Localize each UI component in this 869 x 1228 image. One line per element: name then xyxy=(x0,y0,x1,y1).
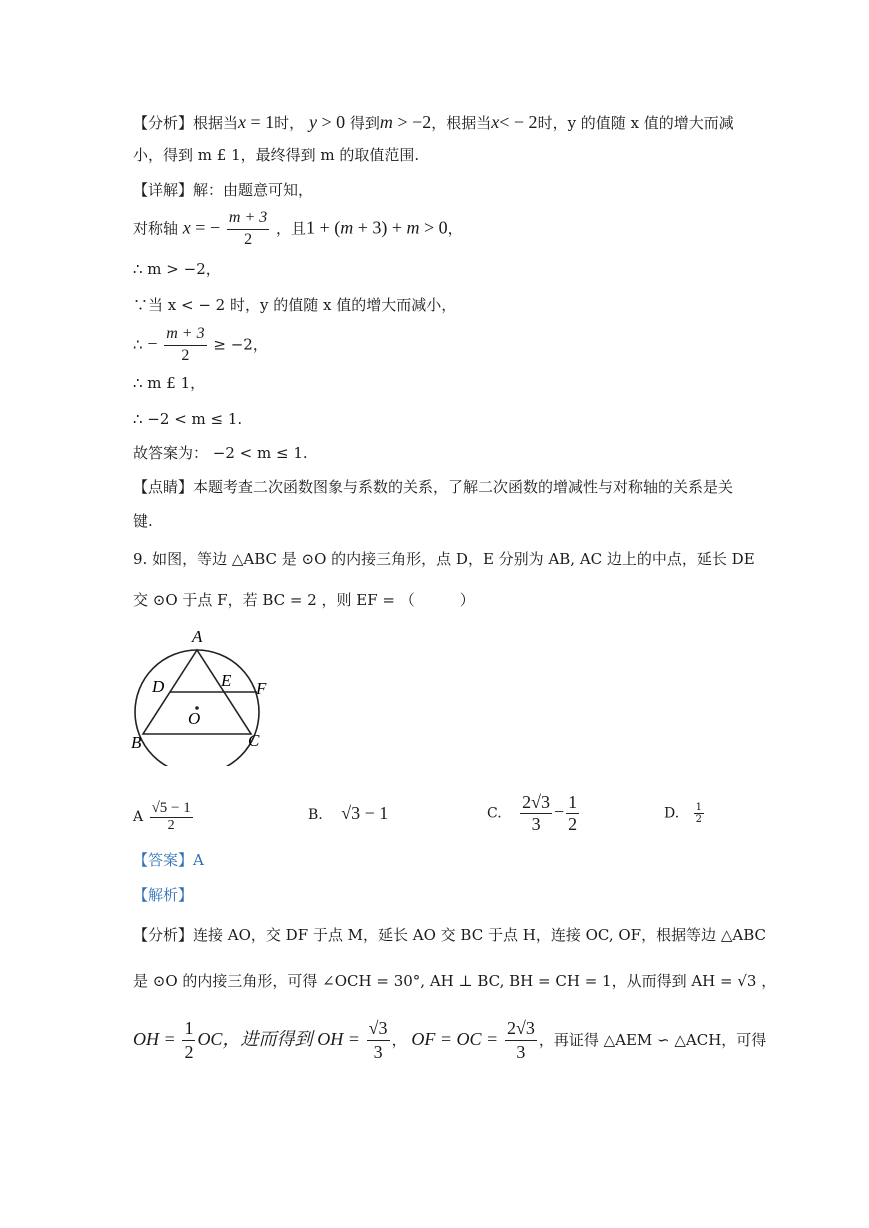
analysis2-line-1: 【分析】连接 AO，交 DF 于点 M，延长 AO 交 BC 于点 H，连接 OC, OF，根据等边 △ABC xyxy=(133,926,766,944)
analysis-line-1: 【分析】根据当x = 1时， y > 0 得到m > −2，根据当x< − 2时，y 的值随 x 值的增大而减 xyxy=(133,112,734,132)
label-e: E xyxy=(221,671,232,690)
analysis-heading: 【解析】 xyxy=(133,886,194,904)
label-f: F xyxy=(256,679,267,698)
detail-step-1: ∴ m > −2， xyxy=(133,260,221,278)
analysis-line-2: 小，得到 m £ 1，最终得到 m 的取值范围. xyxy=(133,146,420,164)
detail-heading: 【详解】解：由题意可知， xyxy=(133,181,314,199)
comment-line-2: 键. xyxy=(133,512,153,530)
label-b: B xyxy=(131,733,142,752)
option-a[interactable]: A $\frac{√5 - 1}{2}$ xyxy=(133,800,191,833)
detail-step-3: ∴ − $\frac{m + 3}{2}$ ≥ −2， xyxy=(133,324,753,367)
option-b[interactable]: B. √3 − 1 xyxy=(308,803,389,823)
detail-step-5: ∴ −2 < m ≤ 1. xyxy=(133,410,243,428)
comment-line-1: 【点睛】本题考查二次函数图象与系数的关系，了解二次函数的增减性与对称轴的关系是关 xyxy=(133,478,734,496)
detail-step-4: ∴ m £ 1， xyxy=(133,374,206,392)
label-d: D xyxy=(152,677,165,696)
geometry-figure xyxy=(128,626,278,766)
fraction-m-plus-3-over-2: $\frac{m + 3}{2}$ xyxy=(228,209,268,248)
label-o: O xyxy=(188,709,201,728)
answer-label: 【答案】A xyxy=(133,851,204,869)
label-c: C xyxy=(248,731,260,750)
option-c[interactable]: C. $\frac{2√3}{3}$ − $\frac{1}{2}$ xyxy=(487,792,578,834)
option-d[interactable]: D. $\frac{1}{2}$ xyxy=(664,802,703,825)
fraction-neg-m-plus-3-over-2: $\frac{m + 3}{2}$ xyxy=(166,325,205,364)
detail-axis-line: 对称轴 x = − $\frac{m + 3}{2}$ ，且1 + (m + 3) + m > 0， xyxy=(133,208,753,251)
analysis2-line-2: 是 ⊙O 的内接三角形，可得 ∠OCH = 30°, AH ⊥ BC, BH = CH = 1，从而得到 AH = √3 ， xyxy=(133,972,777,990)
analysis2-line-3: OH = $\frac{1}{2}$ OC，进而得到 OH = $\frac{√3}{3}$ ， OF = OC = $\frac{2√3}{3}$ ，再证得 △AEM ∽ △ACH，可得 xyxy=(133,1018,767,1063)
detail-step-2: ∵当 x < − 2 时，y 的值随 x 值的增大而减小， xyxy=(133,296,457,314)
question-9-line-1: 9. 如图，等边 △ABC 是 ⊙O 的内接三角形，点 D，E 分别为 AB, AC 边上的中点，延长 DE xyxy=(133,550,755,568)
question-9-line-2: 交 ⊙O 于点 F，若 BC = 2 ，则 EF = （ ） xyxy=(133,591,475,609)
label-a: A xyxy=(192,627,203,646)
detail-answer: 故答案为： −2 < m ≤ 1. xyxy=(133,444,308,462)
